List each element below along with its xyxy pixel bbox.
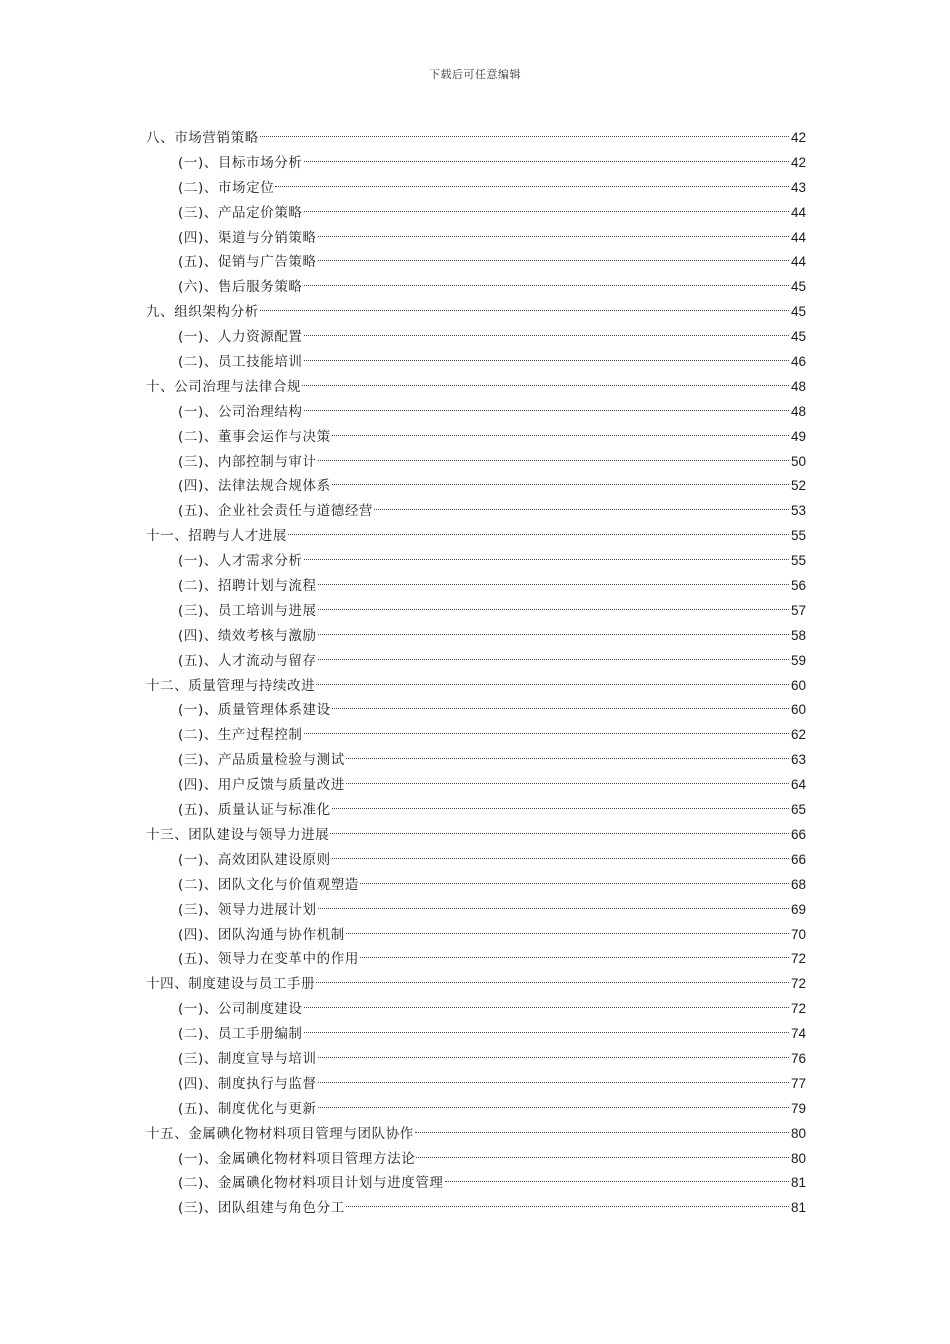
toc-page-number: 79 — [790, 1100, 806, 1116]
toc-dot-leader — [416, 1157, 789, 1158]
toc-page-number: 68 — [790, 876, 806, 892]
toc-page-number: 81 — [790, 1175, 806, 1191]
toc-section-row[interactable] — [146, 474, 806, 499]
toc-section-row[interactable] — [146, 1171, 806, 1196]
toc-entry-label: 十三、团队建设与领导力进展 — [146, 826, 330, 843]
toc-section-row[interactable] — [146, 873, 806, 898]
toc-entry-label: (六)、售后服务策略 — [178, 279, 303, 296]
toc-section-row[interactable] — [146, 1097, 806, 1122]
toc-dot-leader — [346, 933, 789, 934]
toc-page-number: 72 — [790, 951, 806, 967]
toc-entry-label: (四)、法律法规合规体系 — [178, 478, 331, 495]
toc-section-row[interactable] — [146, 1196, 806, 1221]
toc-section-row[interactable] — [146, 499, 806, 524]
toc-dot-leader — [374, 509, 789, 510]
toc-chapter-row[interactable] — [146, 375, 806, 400]
page-header: 下载后可任意编辑 — [429, 68, 521, 81]
toc-page-number: 80 — [790, 1150, 806, 1166]
toc-entry-label: 十、公司治理与法律合规 — [146, 378, 302, 395]
toc-entry-label: 九、组织架构分析 — [146, 304, 259, 321]
toc-entry-label: (二)、市场定位 — [178, 179, 275, 196]
toc-page-number: 69 — [790, 901, 806, 917]
toc-page-number: 48 — [790, 403, 806, 419]
toc-page-number: 55 — [790, 553, 806, 569]
toc-section-row[interactable] — [146, 176, 806, 201]
toc-entry-label: (二)、生产过程控制 — [178, 727, 303, 744]
toc-page-number: 45 — [790, 304, 806, 320]
toc-entry-label: (一)、目标市场分析 — [178, 154, 303, 171]
toc-section-row[interactable] — [146, 425, 806, 450]
toc-section-row[interactable] — [146, 574, 806, 599]
toc-dot-leader — [304, 161, 789, 162]
toc-page-number: 45 — [790, 329, 806, 345]
toc-page-number: 57 — [790, 602, 806, 618]
toc-page-number: 48 — [790, 378, 806, 394]
toc-entry-label: (三)、内部控制与审计 — [178, 453, 317, 470]
toc-section-row[interactable] — [146, 201, 806, 226]
toc-page-number: 77 — [790, 1075, 806, 1091]
toc-entry-label: (三)、产品质量检验与测试 — [178, 752, 345, 769]
toc-section-row[interactable] — [146, 997, 806, 1022]
toc-entry-label: (二)、金属碘化物材料项目计划与进度管理 — [178, 1175, 444, 1192]
toc-entry-label: (四)、绩效考核与激励 — [178, 627, 317, 644]
toc-page-number: 72 — [790, 1001, 806, 1017]
toc-section-row[interactable] — [146, 773, 806, 798]
toc-dot-leader — [260, 310, 789, 311]
toc-section-row[interactable] — [146, 698, 806, 723]
toc-section-row[interactable] — [146, 923, 806, 948]
toc-page-number: 65 — [790, 802, 806, 818]
toc-page-number: 42 — [790, 130, 806, 145]
toc-dot-leader — [318, 460, 789, 461]
toc-dot-leader — [318, 236, 789, 237]
toc-page-number: 63 — [790, 752, 806, 768]
toc-page-number: 50 — [790, 453, 806, 469]
toc-dot-leader — [318, 1057, 789, 1058]
toc-page-number: 44 — [790, 229, 806, 245]
toc-dot-leader — [304, 1007, 789, 1008]
toc-entry-label: (五)、企业社会责任与道德经营 — [178, 503, 374, 520]
toc-page-number: 66 — [790, 851, 806, 867]
toc-entry-label: 十二、质量管理与持续改进 — [146, 677, 316, 694]
toc-dot-leader — [360, 883, 789, 884]
toc-section-row[interactable] — [146, 151, 806, 176]
toc-section-row[interactable] — [146, 947, 806, 972]
toc-dot-leader — [346, 1206, 789, 1207]
toc-page-number: 49 — [790, 428, 806, 444]
toc-dot-leader — [318, 1107, 789, 1108]
toc-entry-label: (四)、渠道与分销策略 — [178, 229, 317, 246]
toc-dot-leader — [346, 758, 789, 759]
toc-page-number: 45 — [790, 279, 806, 295]
toc-page-number: 52 — [790, 478, 806, 494]
toc-dot-leader — [332, 435, 789, 436]
toc-entry-label: (三)、制度宣导与培训 — [178, 1050, 317, 1067]
toc-page-number: 42 — [790, 154, 806, 170]
toc-dot-leader — [318, 659, 789, 660]
toc-page-number: 70 — [790, 926, 806, 942]
toc-dot-leader — [304, 360, 789, 361]
toc-dot-leader — [318, 260, 789, 261]
toc-page-number: 56 — [790, 578, 806, 594]
toc-dot-leader — [302, 385, 789, 386]
toc-page-number: 60 — [790, 677, 806, 693]
toc-entry-label: (一)、高效团队建设原则 — [178, 851, 331, 868]
toc-section-row[interactable] — [146, 1047, 806, 1072]
toc-dot-leader — [330, 833, 789, 834]
toc-dot-leader — [332, 858, 789, 859]
toc-entry-label: (四)、制度执行与监督 — [178, 1075, 317, 1092]
toc-dot-leader — [304, 335, 789, 336]
toc-page-number: 74 — [790, 1026, 806, 1042]
toc-dot-leader — [332, 708, 789, 709]
toc-page-number: 81 — [790, 1200, 806, 1216]
toc-section-row[interactable] — [146, 1147, 806, 1172]
toc-dot-leader — [332, 484, 789, 485]
toc-dot-leader — [346, 783, 789, 784]
toc-page-number: 66 — [790, 826, 806, 842]
toc-entry-label: (四)、用户反馈与质量改进 — [178, 777, 345, 794]
toc-entry-label: (四)、团队沟通与协作机制 — [178, 926, 345, 943]
toc-section-row[interactable] — [146, 250, 806, 275]
toc-section-row[interactable] — [146, 624, 806, 649]
toc-page-number: 59 — [790, 652, 806, 668]
toc-entry-label: (二)、团队文化与价值观塑造 — [178, 876, 359, 893]
toc-section-row[interactable] — [146, 723, 806, 748]
toc-dot-leader — [304, 211, 789, 212]
toc-section-row[interactable] — [146, 1022, 806, 1047]
toc-dot-leader — [288, 534, 789, 535]
toc-entry-label: (五)、促销与广告策略 — [178, 254, 317, 271]
toc-dot-leader — [275, 186, 789, 187]
toc-page-number: 76 — [790, 1050, 806, 1066]
toc-page-number: 64 — [790, 777, 806, 793]
toc-dot-leader — [316, 982, 789, 983]
toc-entry-label: (三)、员工培训与进展 — [178, 602, 317, 619]
toc-dot-leader — [318, 584, 789, 585]
toc-entry-label: 十一、招聘与人才进展 — [146, 528, 287, 545]
toc-chapter-row[interactable] — [146, 126, 806, 151]
toc-dot-leader — [304, 559, 789, 560]
toc-section-row[interactable] — [146, 549, 806, 574]
toc-dot-leader — [260, 136, 789, 137]
toc-dot-leader — [415, 1132, 789, 1133]
toc-dot-leader — [332, 808, 789, 809]
toc-page-number: 44 — [790, 204, 806, 220]
toc-entry-label: (五)、制度优化与更新 — [178, 1100, 317, 1117]
toc-entry-label: (二)、员工手册编制 — [178, 1026, 303, 1043]
toc-section-row[interactable] — [146, 350, 806, 375]
toc-entry-label: 十五、金属碘化物材料项目管理与团队协作 — [146, 1125, 414, 1142]
toc-entry-label: (五)、人才流动与留存 — [178, 652, 317, 669]
toc-dot-leader — [318, 1082, 789, 1083]
toc-entry-label: (一)、人力资源配置 — [178, 329, 303, 346]
toc-section-row[interactable] — [146, 798, 806, 823]
toc-entry-label: (三)、团队组建与角色分工 — [178, 1200, 345, 1217]
toc-entry-label: (三)、领导力进展计划 — [178, 901, 317, 918]
toc-page-number: 44 — [790, 254, 806, 270]
toc-dot-leader — [316, 684, 789, 685]
toc-chapter-row[interactable] — [146, 972, 806, 997]
toc-dot-leader — [304, 410, 789, 411]
toc-dot-leader — [318, 908, 789, 909]
toc-section-row[interactable] — [146, 748, 806, 773]
toc-page-number: 53 — [790, 503, 806, 519]
toc-entry-label: (一)、人才需求分析 — [178, 553, 303, 570]
toc-entry-label: (五)、质量认证与标准化 — [178, 802, 331, 819]
toc-entry-label: (二)、招聘计划与流程 — [178, 578, 317, 595]
toc-section-row[interactable] — [146, 400, 806, 425]
toc-dot-leader — [304, 733, 789, 734]
toc-chapter-row[interactable] — [146, 674, 806, 699]
toc-page-number: 46 — [790, 354, 806, 370]
toc-entry-label: 八、市场营销策略 — [146, 130, 259, 146]
table-of-contents — [146, 126, 806, 1221]
toc-entry-label: (一)、公司治理结构 — [178, 403, 303, 420]
toc-entry-label: (一)、质量管理体系建设 — [178, 702, 331, 719]
toc-page-number: 72 — [790, 976, 806, 992]
toc-section-row[interactable] — [146, 275, 806, 300]
toc-page-number: 43 — [790, 179, 806, 195]
toc-section-row[interactable] — [146, 450, 806, 475]
toc-entry-label: (一)、公司制度建设 — [178, 1001, 303, 1018]
toc-entry-label: (二)、员工技能培训 — [178, 354, 303, 371]
toc-chapter-row[interactable] — [146, 524, 806, 549]
toc-section-row[interactable] — [146, 1072, 806, 1097]
toc-page-number: 60 — [790, 702, 806, 718]
toc-chapter-row[interactable] — [146, 823, 806, 848]
toc-section-row[interactable] — [146, 898, 806, 923]
toc-entry-label: (五)、领导力在变革中的作用 — [178, 951, 359, 968]
toc-page-number: 62 — [790, 727, 806, 743]
toc-section-row[interactable] — [146, 649, 806, 674]
toc-dot-leader — [304, 1032, 789, 1033]
toc-section-row[interactable] — [146, 325, 806, 350]
toc-dot-leader — [318, 609, 789, 610]
toc-page-number: 55 — [790, 528, 806, 544]
toc-page-number: 80 — [790, 1125, 806, 1141]
toc-section-row[interactable] — [146, 848, 806, 873]
toc-chapter-row[interactable] — [146, 1122, 806, 1147]
toc-page-number: 58 — [790, 627, 806, 643]
toc-dot-leader — [318, 634, 789, 635]
toc-dot-leader — [360, 957, 789, 958]
toc-entry-label: (二)、董事会运作与决策 — [178, 428, 331, 445]
toc-entry-label: 十四、制度建设与员工手册 — [146, 976, 316, 993]
toc-entry-label: (三)、产品定价策略 — [178, 204, 303, 221]
toc-chapter-row[interactable] — [146, 300, 806, 325]
toc-section-row[interactable] — [146, 226, 806, 251]
toc-dot-leader — [304, 285, 789, 286]
toc-section-row[interactable] — [146, 599, 806, 624]
toc-entry-label: (一)、金属碘化物材料项目管理方法论 — [178, 1150, 416, 1167]
toc-dot-leader — [445, 1181, 789, 1182]
